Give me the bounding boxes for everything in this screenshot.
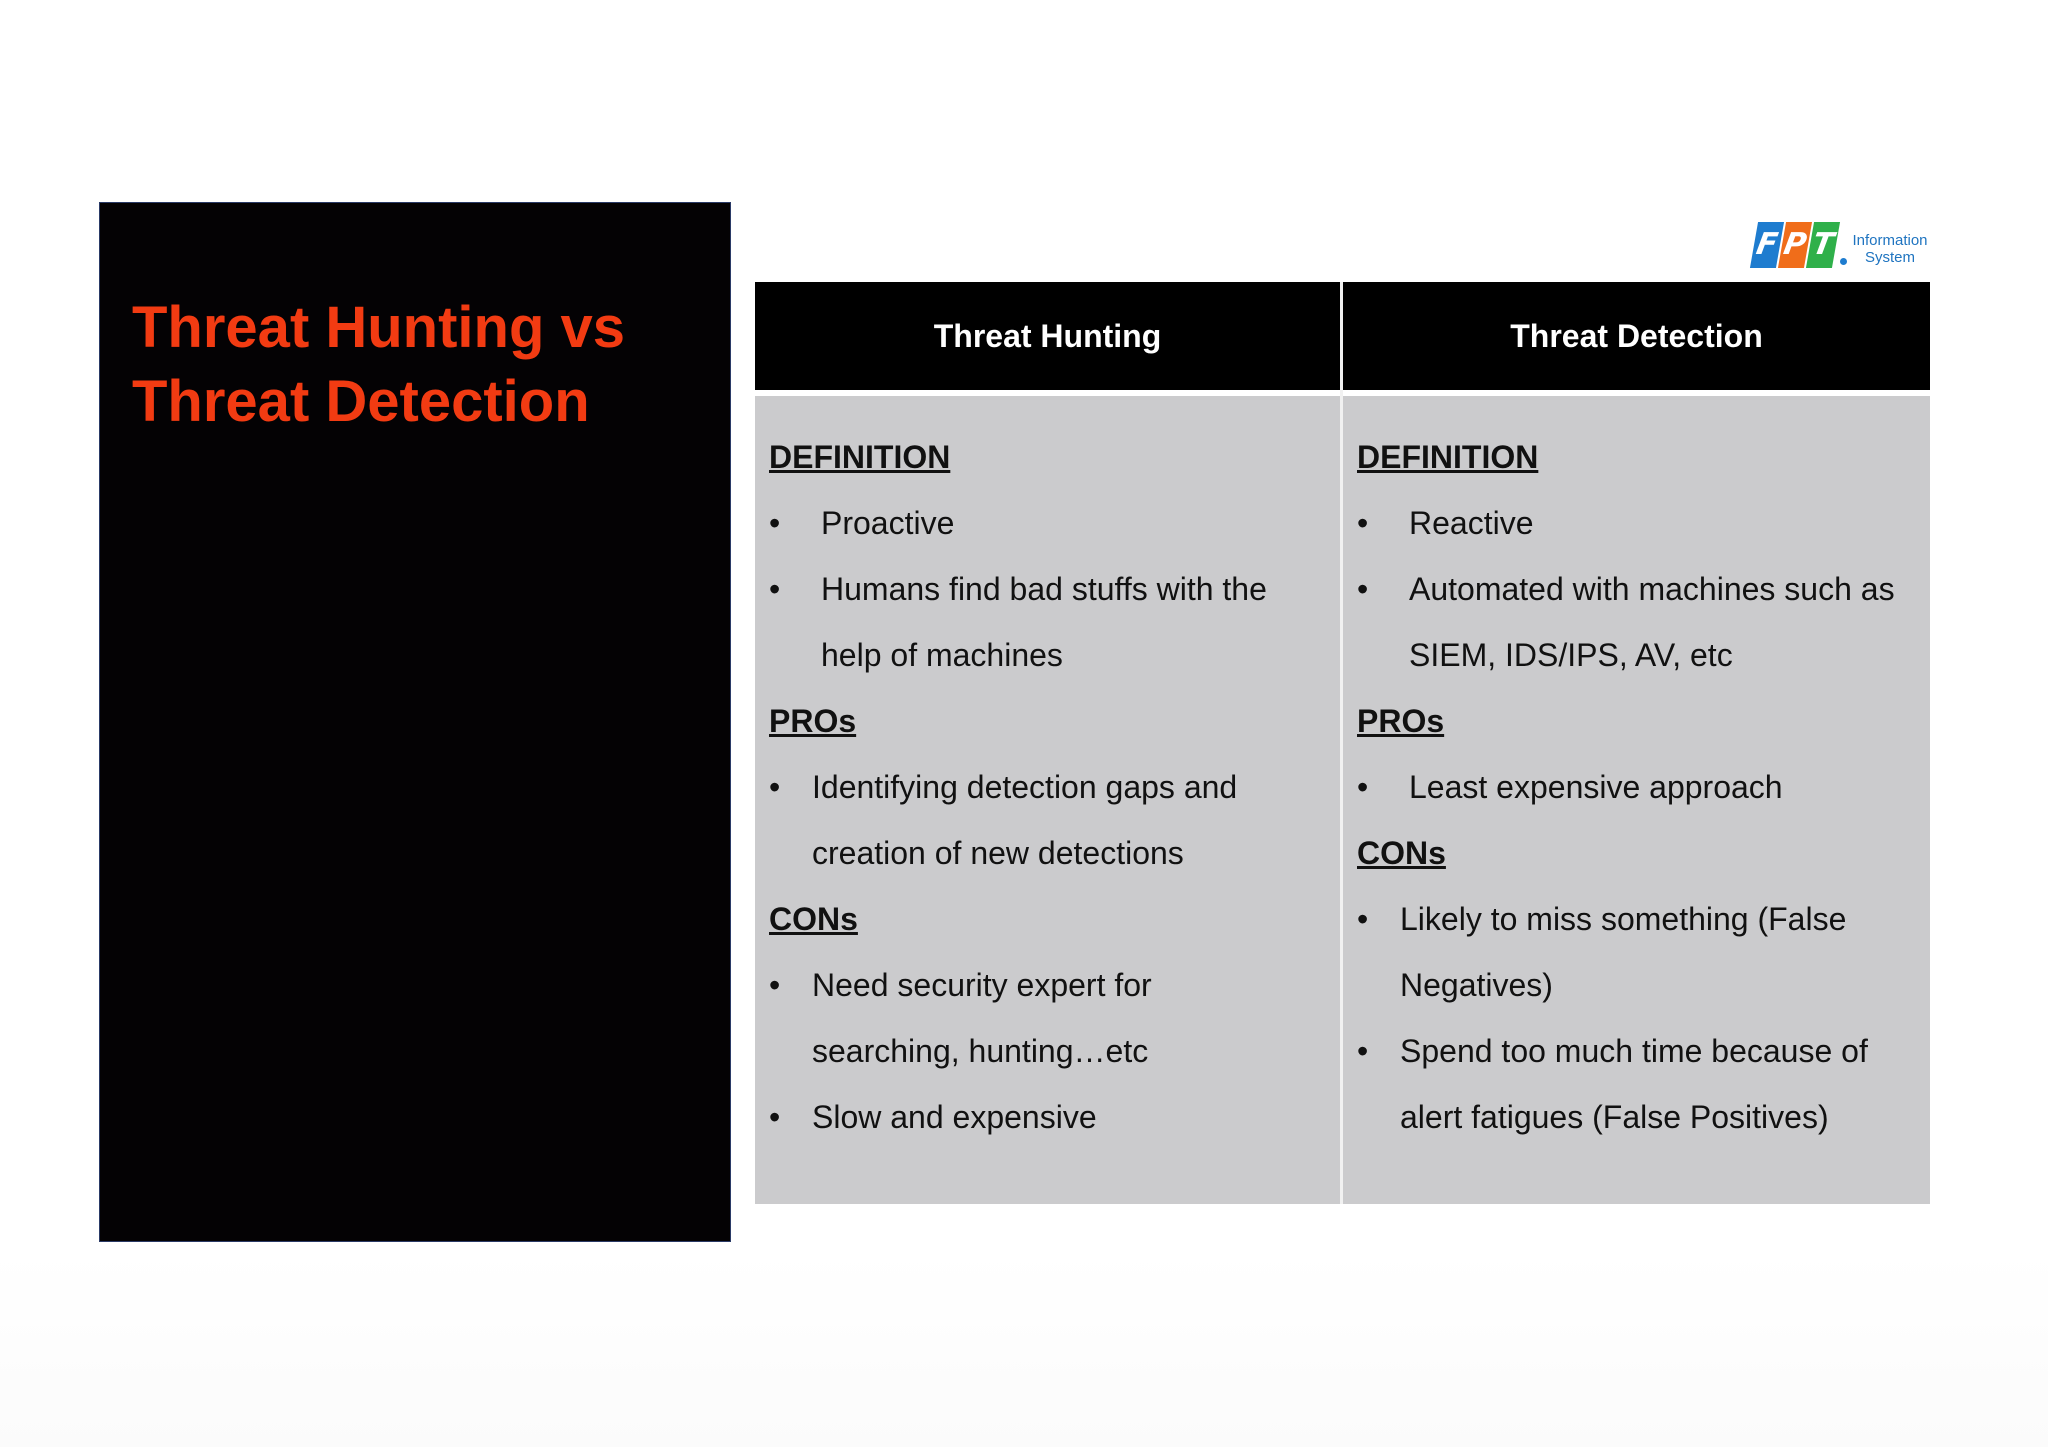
- list-item: • Humans find bad stuffs with the: [769, 556, 1326, 622]
- section-heading-definition: DEFINITION: [769, 439, 951, 475]
- list-item-continuation: alert fatigues (False Positives): [1400, 1099, 1829, 1135]
- logo-letter-f: F: [1750, 222, 1784, 268]
- list-item: • Identifying detection gaps and: [769, 754, 1326, 820]
- bullet-icon: •: [1357, 769, 1369, 805]
- logo-text-line-1: Information: [1852, 232, 1928, 249]
- column-divider: [1340, 282, 1343, 1204]
- section-heading-cons: CONs: [1357, 835, 1446, 871]
- slide-title: [132, 291, 722, 439]
- bullet-icon: •: [1357, 1033, 1369, 1069]
- logo-text: [1842, 232, 1938, 266]
- bullet-icon: •: [769, 505, 781, 541]
- list-item: • Slow and expensive: [769, 1084, 1326, 1150]
- logo-letter-t: T: [1806, 222, 1840, 268]
- fpt-logo: [1750, 218, 1930, 274]
- column-header-threat-detection: Threat Detection: [1343, 282, 1930, 390]
- section-heading-pros: PROs: [769, 703, 857, 739]
- list-item-continuation: help of machines: [821, 637, 1063, 673]
- slide-title-line-1: Threat Hunting vs: [132, 295, 626, 360]
- bullet-icon: •: [1357, 505, 1369, 541]
- column-header-threat-hunting: Threat Hunting: [755, 282, 1340, 390]
- bullet-icon: •: [769, 571, 781, 607]
- section-heading-cons: CONs: [769, 901, 858, 937]
- bullet-icon: •: [769, 769, 781, 805]
- list-item-continuation: creation of new detections: [812, 835, 1184, 871]
- section-heading-definition: DEFINITION: [1357, 439, 1539, 475]
- list-item-continuation: searching, hunting…etc: [812, 1033, 1149, 1069]
- slide-title-line-2: Threat Detection: [132, 369, 590, 434]
- bullet-icon: •: [1357, 901, 1369, 937]
- list-item-continuation: Negatives): [1400, 967, 1553, 1003]
- list-item: • Spend too much time because of: [1357, 1018, 1916, 1084]
- logo-letter-p: P: [1778, 222, 1812, 268]
- list-item-continuation: SIEM, IDS/IPS, AV, etc: [1409, 637, 1733, 673]
- list-item: • Reactive: [1357, 490, 1916, 556]
- list-item: • Least expensive approach: [1357, 754, 1916, 820]
- section-heading-pros: PROs: [1357, 703, 1445, 739]
- list-item: • Proactive: [769, 490, 1326, 556]
- list-item: • Likely to miss something (False: [1357, 886, 1916, 952]
- title-panel: [99, 202, 731, 1242]
- list-item: • Need security expert for: [769, 952, 1326, 1018]
- page-bottom-shade: [0, 1250, 2048, 1447]
- bullet-icon: •: [1357, 571, 1369, 607]
- comparison-table: [755, 282, 1930, 1204]
- threat-detection-cell: [1343, 396, 1930, 1204]
- logo-text-line-2: System: [1864, 249, 1915, 266]
- bullet-icon: •: [769, 1099, 781, 1135]
- threat-hunting-cell: [755, 396, 1340, 1204]
- bullet-icon: •: [769, 967, 781, 1003]
- list-item: • Automated with machines such as: [1357, 556, 1916, 622]
